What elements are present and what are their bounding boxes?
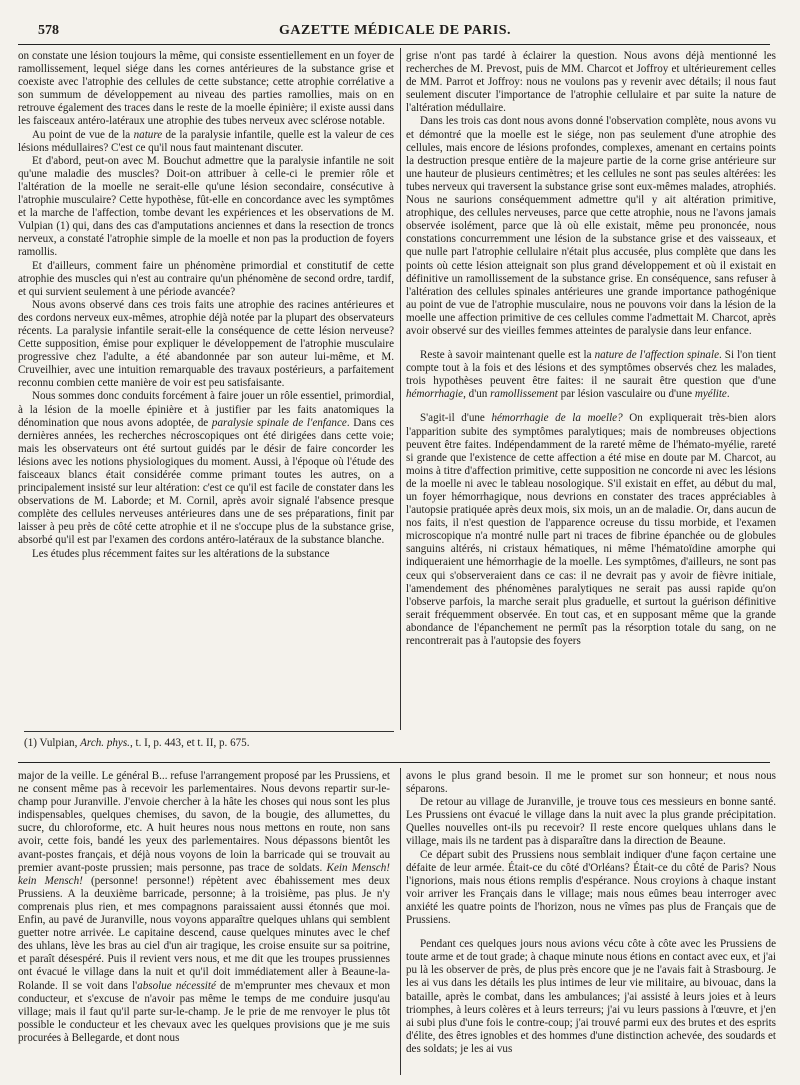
page-header (20, 20, 770, 42)
text-run: (personne! personne!) répètent avec ébahissement mes deux Prussiens. A la deuxième barricade, personne; à la troisième, pas plus. Je n'y comprenais plus rien, et mes compagnons paraissaient aussi étonnés que moi. Enfin, au pavé de Juranville, nous voyons apparaître quelques uhlans qui semblent guetter notre arrivée. Le capitaine descend, cause quelques minutes avec le chef des uhlans, lève les bras au ciel d'un air tragique, les croise ensuite sur sa poitrine, et paraît désespéré. Puis il revient vers nous, et me dit que les troupes prussiennes ont évacué le village dans la nuit et qu'il doit immédiatement aller à Beaune-la-Rolande. Il se voit dans l' (18, 874, 390, 992)
paragraph (406, 50, 776, 115)
text-run: De retour au village de Juranville, je trouve tous ces messieurs en bonne santé. Les Prussiens ont évacué le village dans la nuit avec la plus grande précipitation. Quelles nouvelles ont-ils pu recevoir? Il reste encore quelques uhlans dans le village, mais ils ne tardent pas à disparaître dans la direction de Beaune. (406, 796, 776, 848)
paragraph (18, 155, 394, 260)
paragraph (406, 849, 776, 928)
paragraph (406, 796, 776, 848)
text-run: Pendant ces quelques jours nous avions vécu côte à côte avec les Prussiens de toute arme et de tout grade; à chaque minute nous étions en contact avec eux, et j'ai pu là les observer de près, de plus près encore que je ne l'avais fait à Strasbourg. Je les ai vus dans les détails les plus intimes de leur vie militaire, au bivouac, dans la bataille, après le combat, dans les ambulances; j'ai assisté à leurs joies et à leurs triomphes, à leurs colères et à leurs terreurs; j'ai vu leurs passions à l'œuvre, et j'en ai subi plus d'une fois le contre-coup; j'ai trouvé parmi eux des brutes et des esprits d'élite, des êtres ignobles et des hommes d'une distinction achevée, des soudards et des soldats; je les ai vus (406, 938, 776, 1055)
paragraph (18, 50, 394, 129)
footnote (24, 737, 396, 750)
italic-text: hémorrhagie de la moelle? (491, 412, 623, 425)
paragraph (18, 260, 394, 299)
text-run: . (726, 388, 730, 401)
feuilleton-column-left (18, 770, 390, 1075)
italic-text: hémorrhagie (406, 388, 464, 401)
paragraph (406, 115, 776, 338)
text-run: Ce départ subit des Prussiens nous semblait indiquer d'une façon certaine une défaite de leur armée. Était-ce du côté d'Orléans? Était-ce du côté de Paris? Nous l'ignorions, mais nous étions remplis d'espérance. Nous croyions à chaque instant voir arriver les Français dans le village; mais nous eûmes beau interroger avec anxiété les quatre points de l'horizon, nous ne vîmes pas plus de Français que de Prussiens. (406, 848, 776, 927)
text-run: , t. I, p. 443, et t. II, p. 675. (129, 737, 250, 749)
text-run: Nous avons observé dans ces trois faits une atrophie des racines antérieures et des cordons nerveux eux-mêmes, atrophie déjà notée par la plupart des observateurs récents. La paralysie infantile serait-elle la conséquence de cette lésion nerveuse? Cette supposition, émise pour expliquer le développement de l'atrophie musculaire progressive chez l'adulte, a été abandonnée par son auteur lui-même, et M. Cruveilhier, avec une intuition remarquable des travaux postérieurs, a parfaitement reconnu combien cette manière de voir est peu satisfaisante. (18, 298, 394, 390)
text-run: Reste à savoir maintenant quelle est la (420, 349, 595, 362)
italic-text: nature de l'affection spinale (594, 349, 719, 362)
text-run: par lésion vasculaire ou d'une (557, 388, 695, 401)
text-run: Nous sommes donc conduits forcément à faire jouer un rôle essentiel, primordial, à la lésion de la moelle épinière et à justifier par les faits anatomiques la dénomination que nous avons adoptée, de (18, 390, 394, 429)
italic-text: Kein Mensch! kein Mensch! (18, 861, 390, 887)
text-run: , d'un (463, 388, 491, 401)
text-run: (1) Vulpian, (24, 737, 81, 749)
article-column-left (18, 50, 394, 726)
text-run: avons le plus grand besoin. Il me le promet sur son honneur; et nous nous séparons. (406, 770, 776, 796)
text-run: Dans les trois cas dont nous avons donné l'observation complète, nous avons vu et démontré que la moelle est le siége, non pas seulement d'une atrophie des cellules, mais encore de lésions profondes, complexes, amenant en certains points la destruction presque entière de la majeure partie de la corne grise antérieure sur une hauteur de plusieurs centimètres; et les cellules ne sont pas seules altérées: les tubes nerveux qui traversent la substance grise sont eux-mêmes malades, atrophiés. Nous ne saurions conséquemment admettre qu'il y ait altération primitive, atrophique, des cellules nerveuses, parce que cette atrophie, nous ne l'avons jamais observée isolément, parce que là où elle existait, même peu prononcée, nous constations concurremment une lésion de la substance grise et des vaisseaux, et que nulle part l'atrophie cellulaire n'était plus accusée, plus complète que dans les points où cette lésion atteignait son plus grand développement et où il existait en définitive un ramollissement de la substance grise. En conséquence, sans refuser à l'altération des cellules spinales antérieures une grande importance pathogénique au point de vue de l'atrophie musculaire, nous ne pouvons voir dans la lésion de la moelle une affection primitive de ces cellules comme l'admettait M. Charcot, après avoir observé sur des vieilles femmes atteintes de paralysie dans leur enfance. (406, 115, 776, 337)
text-run: Et d'ailleurs, comment faire un phénomène primordial et constitutif de cette atrophie des muscles qui n'est au contraire qu'un phénomène de second ordre, tardif, et qui survient seulement à une période avancée? (18, 259, 394, 298)
italic-text: Arch. phys. (80, 737, 130, 749)
paragraph (406, 349, 776, 401)
paragraph (406, 938, 776, 1056)
header-rule (18, 44, 770, 45)
paragraph (18, 129, 394, 155)
text-run: On expliquerait très-bien alors l'apparition subite des symptômes paralytiques; mais de nombreuses objections peuvent être faites. Indépendamment de la rareté même de l'hémato-myélie, rareté si grande que l'existence de cette affection a été mise en doute par M. Charcot, au moins à titre d'affection primitive, cette supposition ne concorde ni avec les lésions de la moelle ni avec le tableau nosologique. S'il existait en effet, au début du mal, un foyer hémorrhagique, nous devrions en constater des traces appréciables à l'autopsie pratiquée après deux mois, six mois, un an de maladie. Or, dans aucun de nos faits, il n'est question de l'apparence ocreuse du tissu morbide, et l'examen microscopique n'a montré nulle part ni traces de fibrine épanchée ou de globules sanguins altérés, ni cristaux hématiques, ni même l'hématoïdine amorphe qui indiqueraient une hémorrhagie de la moelle. Les symptômes, d'ailleurs, ne sont pas ceux qui s'observeraient dans ce cas: il ne devrait pas y avoir de fièvre initiale, l'amendement des phénomènes paralytiques ne serait pas aussi rapide qu'on l'observe parfois, la marche serait plus graduelle, et surtout la guérison définitive serait fréquemment observée. En tout cas, et en supposant même que la grande abondance de l'épanchement ne permît pas la résorption totale du sang, on ne rencontrerait pas à l'autopsie des foyers (406, 412, 776, 648)
column-divider-top (400, 48, 401, 730)
paragraph (406, 412, 776, 648)
text-run: Et d'abord, peut-on avec M. Bouchut admettre que la paralysie infantile ne soit qu'une maladie des muscles? Doit-on attribuer à celle-ci le premier rôle et l'altération de la moelle ne serait-elle qu'une lésion secondaire, consécutive à l'atrophie musculaire? Cette hypothèse, fût-elle en concordance avec les symptômes et la marche de l'affection, tombe devant les expériences et les observations de M. Vulpian (1) qui, dans des cas d'amputations anciennes et dans la resection de troncs nerveux, a constaté l'atrophie simple de la moelle et non pas la production de foyers ramollis. (18, 154, 394, 259)
column-divider-bottom (400, 768, 401, 1075)
text-run: Au point de vue de la (32, 128, 134, 141)
italic-text: ramollissement (490, 388, 558, 401)
feuilleton-rule (18, 762, 770, 763)
italic-text: nature (133, 128, 163, 141)
text-run: on constate une lésion toujours la même, qui consiste essentiellement en un foyer de ramollissement, lequel siége dans les cornes antérieures de la substance grise et coexiste avec l'atrophie des cellules de cette substance; cette atrophie corrélative a son summum de développement au niveau des parties ramollies, mais on en retrouve également des traces dans le reste de la moelle épinière; il existe aussi dans les faisceaux antéro-latéraux une atrophie des tubes nerveux avec sclérose notable. (18, 50, 394, 128)
text-run: major de la veille. Le général B... refuse l'arrangement proposé par les Prussiens, et ne consent même pas à recevoir les parlementaires. Nous devons repartir sur-le-champ pour Juranville. J'envoie chercher à la hâte les choses qui nous sont les plus indispensables, quelques chemises, du savon, de la bougie, des allumettes, du sucre, du chloroforme, etc. A huit heures nous nous mettons en route, non sans avoir, cette fois, bandé les yeux des parlementaires. Nous dépassons bientôt les avant-postes français, et déjà nous voyons de loin la barricade qui se trouvait au premier avant-poste prussien; mais personne, pas trace de soldats. (18, 770, 390, 874)
paragraph (18, 299, 394, 391)
italic-text: absolue nécessité (137, 979, 216, 992)
page-number: 578 (38, 23, 59, 38)
text-run: S'agit-il d'une (420, 412, 492, 425)
text-run: de m'emprunter mes chevaux et mon conducteur, et s'excuse de n'avoir pas même le temps de me conduire jusqu'au village; mais il faut qu'il parte sur-le-champ. Je le prie de me renvoyer le plus tôt possible le conducteur et les chevaux avec les quelques provisions que je me suis procurées à Bellegarde, et dont nous (18, 979, 390, 1044)
text-run: grise n'ont pas tardé à éclairer la question. Nous avons déjà mentionné les recherches de M. Prevost, puis de MM. Charcot et Joffroy et ultérieurement celles de MM. Parrot et Joffroy: nous ne voulons pas y revenir avec détails; il nous faut seulement discuter l'importance de l'atrophie cellulaire et par suite la nature de l'altération médullaire. (406, 50, 776, 115)
footnote-rule (24, 731, 394, 732)
text-run: Les études plus récemment faites sur les altérations de la substance (32, 547, 330, 560)
text-run: . Dans ces dernières années, les recherches nécroscopiques ont été dirigées dans cette voie; mais les observateurs ont été surtout guidés par le désir de faire concorder les lésions avec les notions physiologiques du moment. Aussi, à l'époque où l'étude des faisceaux blancs était considérée comme primant toutes les autres, on a principalement insisté sur leur altération: c'est ce qu'il est facile de constater dans les observations de M. Laborde; et M. Cornil, après avoir signalé l'absence presque complète des cellules nerveuses antérieures dans une de ses préparations, finit par laisser à peu près de côté cette atrophie et il ne s'occupe plus de la substance grise, absorbé qu'il est par l'examen des cordons antéro-latéraux de la substance blanche. (18, 416, 394, 547)
article-column-right (406, 50, 776, 752)
paragraph (406, 770, 776, 796)
text-run: de la paralysie infantile, quelle est la valeur de ces lésions médullaires? C'est ce qu'il nous faut maintenant discuter. (18, 128, 394, 154)
page-title: GAZETTE MÉDICALE DE PARIS. (278, 23, 512, 38)
paragraph (18, 770, 390, 1045)
text-run: . Si l'on tient compte tout à la fois et des lésions et des symptômes observés chez les malades, trois hypothèses peuvent être faites: il ne saurait être question que d'une (406, 349, 776, 388)
paragraph (18, 390, 394, 547)
italic-text: paralysie spinale de l'enfance (211, 416, 347, 429)
paragraph (18, 548, 394, 561)
italic-text: myélite (694, 388, 727, 401)
feuilleton-column-right (406, 770, 776, 1075)
